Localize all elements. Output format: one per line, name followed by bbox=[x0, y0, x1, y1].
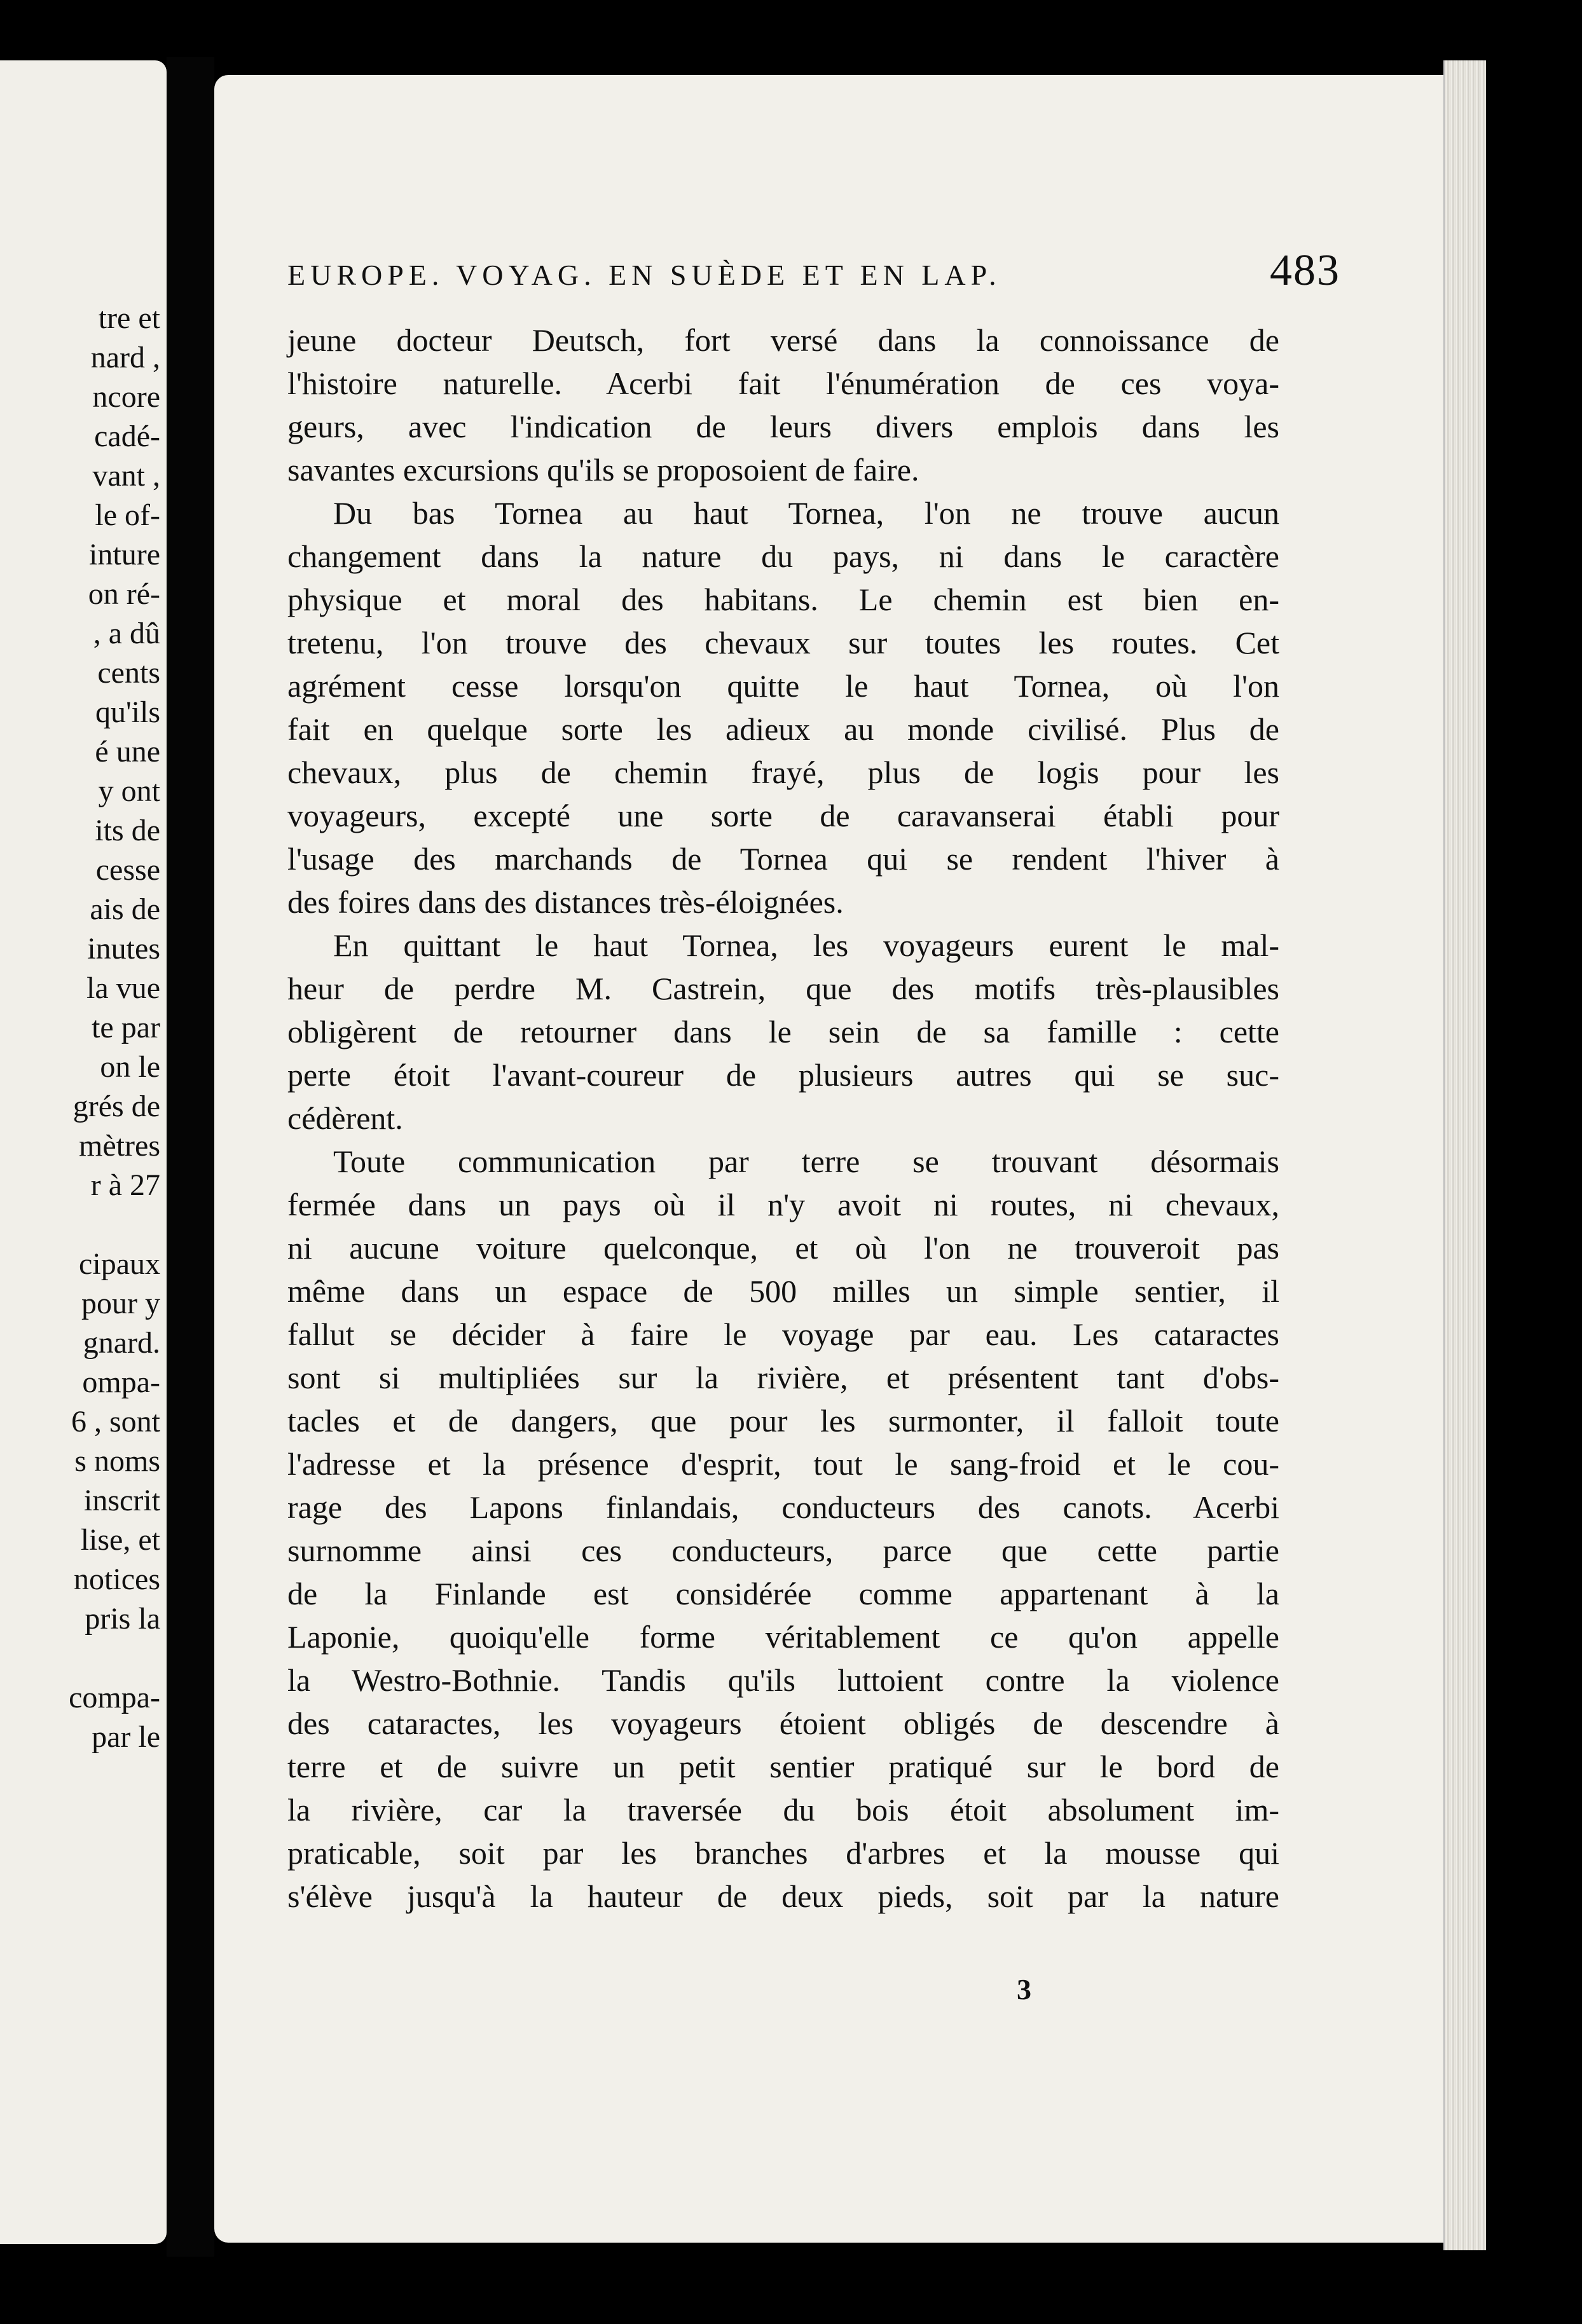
text-line: la rivière, car la traversée du bois étoit absolument im- bbox=[287, 1792, 1279, 1828]
text-line: changement dans la nature du pays, ni dans le caractère bbox=[287, 538, 1279, 574]
text-line: Du bas Tornea au haut Tornea, l'on ne trouve aucun bbox=[333, 495, 1279, 531]
body-text bbox=[287, 318, 1279, 1918]
left-page-line: on le bbox=[100, 1050, 160, 1084]
left-page-line: par le bbox=[92, 1720, 160, 1754]
text-line: voyageurs, excepté une sorte de caravanserai établi pour bbox=[287, 798, 1279, 833]
left-page-line: la vue bbox=[86, 971, 160, 1005]
left-page-line: on ré- bbox=[88, 577, 160, 611]
left-page-line: ompa- bbox=[82, 1365, 160, 1399]
left-page-line: r à 27 bbox=[90, 1168, 160, 1202]
book-gutter bbox=[167, 57, 214, 2257]
signature-mark: 3 bbox=[1017, 1973, 1031, 2006]
left-page-line: te par bbox=[92, 1011, 160, 1044]
left-page-line: pour y bbox=[81, 1287, 160, 1320]
text-line: même dans un espace de 500 milles un simple sentier, il bbox=[287, 1273, 1279, 1309]
text-line: cédèrent. bbox=[287, 1100, 403, 1136]
left-page-line: ncore bbox=[92, 380, 160, 414]
page-edge bbox=[1443, 60, 1486, 2250]
left-page-line: cadé- bbox=[94, 420, 160, 453]
text-line: rage des Lapons finlandais, conducteurs des canots. Acerbi bbox=[287, 1489, 1279, 1525]
text-line: Toute communication par terre se trouvant désormais bbox=[333, 1144, 1279, 1179]
text-line: l'usage des marchands de Tornea qui se rendent l'hiver à bbox=[287, 841, 1279, 877]
text-line: praticable, soit par les branches d'arbres et la mousse qui bbox=[287, 1835, 1279, 1871]
left-page-line: vant , bbox=[92, 459, 160, 493]
text-line: jeune docteur Deutsch, fort versé dans la connoissance de bbox=[287, 322, 1279, 358]
text-line: En quittant le haut Tornea, les voyageurs eurent le mal- bbox=[333, 927, 1279, 963]
text-line: physique et moral des habitans. Le chemin est bien en- bbox=[287, 582, 1279, 617]
left-page-line: é une bbox=[95, 735, 160, 769]
left-page-fragment bbox=[0, 60, 167, 2244]
text-line: savantes excursions qu'ils se proposoient de faire. bbox=[287, 452, 919, 488]
text-line: sont si multipliées sur la rivière, et présentent tant d'obs- bbox=[287, 1360, 1279, 1395]
left-page-line: cents bbox=[97, 656, 160, 690]
left-page-line: nard , bbox=[90, 341, 160, 374]
left-page-line: compa- bbox=[69, 1681, 160, 1714]
right-page bbox=[214, 75, 1480, 2243]
text-line: des cataractes, les voyageurs étoient obligés de descendre à bbox=[287, 1705, 1279, 1741]
text-line: de la Finlande est considérée comme appartenant à la bbox=[287, 1576, 1279, 1611]
left-page-line: notices bbox=[74, 1562, 160, 1596]
text-line: l'adresse et la présence d'esprit, tout le sang-froid et le cou- bbox=[287, 1446, 1279, 1482]
left-page-line: gnard. bbox=[83, 1326, 160, 1360]
text-line: chevaux, plus de chemin frayé, plus de logis pour les bbox=[287, 755, 1279, 790]
text-line: tretenu, l'on trouve des chevaux sur toutes les routes. Cet bbox=[287, 625, 1279, 660]
left-page-line: , a dû bbox=[93, 617, 160, 650]
left-page-text bbox=[14, 299, 160, 1757]
left-page-line: qu'ils bbox=[95, 695, 160, 729]
left-page-line: pris la bbox=[85, 1602, 160, 1636]
left-page-gap bbox=[14, 1205, 160, 1245]
text-line: fait en quelque sorte les adieux au monde civilisé. Plus de bbox=[287, 711, 1279, 747]
text-line: surnomme ainsi ces conducteurs, parce que cette partie bbox=[287, 1533, 1279, 1568]
left-page-line: le of- bbox=[95, 498, 160, 532]
left-page-line: inutes bbox=[87, 932, 160, 966]
left-page-line: grés de bbox=[72, 1090, 160, 1123]
left-page-line: ais de bbox=[90, 892, 160, 926]
text-line: perte étoit l'avant-coureur de plusieurs autres qui se suc- bbox=[287, 1057, 1279, 1093]
left-page-gap bbox=[14, 1639, 160, 1678]
left-page-line: inscrit bbox=[84, 1484, 160, 1517]
left-page-line: its de bbox=[95, 814, 160, 847]
text-line: terre et de suivre un petit sentier pratiqué sur le bord de bbox=[287, 1749, 1279, 1784]
text-line: des foires dans des distances très-éloignées. bbox=[287, 884, 844, 920]
text-line: s'élève jusqu'à la hauteur de deux pieds, soit par la nature bbox=[287, 1878, 1279, 1914]
page-number: 483 bbox=[1270, 246, 1340, 295]
left-page-line: cesse bbox=[95, 853, 160, 887]
text-line: fallut se décider à faire le voyage par eau. Les cataractes bbox=[287, 1316, 1279, 1352]
left-page-line: y ont bbox=[98, 774, 160, 808]
left-page-line: 6 , sont bbox=[71, 1405, 160, 1439]
text-line: ni aucune voiture quelconque, et où l'on ne trouveroit pas bbox=[287, 1230, 1279, 1266]
left-page-line: s noms bbox=[74, 1444, 160, 1478]
left-page-line: tre et bbox=[98, 301, 160, 335]
text-line: Laponie, quoiqu'elle forme véritablement ce qu'on appelle bbox=[287, 1619, 1279, 1655]
left-page-line: cipaux bbox=[79, 1247, 160, 1281]
left-page-line: inture bbox=[89, 538, 160, 571]
text-line: obligèrent de retourner dans le sein de sa famille : cette bbox=[287, 1014, 1279, 1049]
text-line: agrément cesse lorsqu'on quitte le haut Tornea, où l'on bbox=[287, 668, 1279, 704]
text-line: geurs, avec l'indication de leurs divers emplois dans les bbox=[287, 409, 1279, 444]
text-line: fermée dans un pays où il n'y avoit ni routes, ni chevaux, bbox=[287, 1187, 1279, 1222]
text-line: la Westro-Bothnie. Tandis qu'ils luttoient contre la violence bbox=[287, 1662, 1279, 1698]
left-page-line: lise, et bbox=[80, 1523, 160, 1557]
text-line: tacles et de dangers, que pour les surmonter, il falloit toute bbox=[287, 1403, 1279, 1439]
text-line: l'histoire naturelle. Acerbi fait l'énumération de ces voya- bbox=[287, 366, 1279, 401]
running-title: EUROPE. VOYAG. EN SUÈDE ET EN LAP. bbox=[287, 259, 1001, 291]
text-line: heur de perdre M. Castrein, que des motifs très-plausibles bbox=[287, 971, 1279, 1006]
left-page-line: mètres bbox=[79, 1129, 160, 1163]
